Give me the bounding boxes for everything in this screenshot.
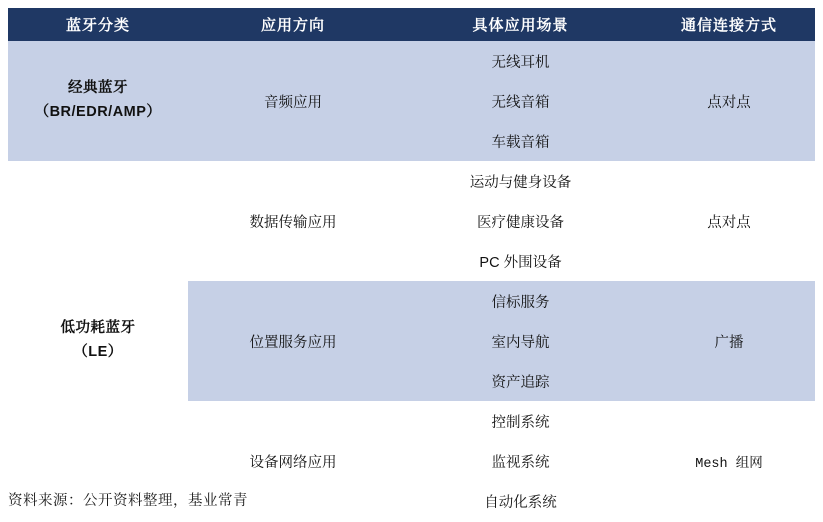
scenario-cell: 无线耳机 bbox=[398, 41, 643, 81]
header-row bbox=[8, 8, 815, 41]
scenario-cell: 自动化系统 bbox=[398, 481, 643, 521]
column-header-scenario: 具体应用场景 bbox=[398, 8, 643, 41]
category-cell-classic bbox=[8, 41, 188, 161]
scenario-cell: 医疗健康设备 bbox=[398, 201, 643, 241]
direction-cell-data: 数据传输应用 bbox=[188, 161, 398, 281]
direction-cell-location: 位置服务应用 bbox=[188, 281, 398, 401]
scenario-cell: 信标服务 bbox=[398, 281, 643, 321]
scenario-cell: 无线音箱 bbox=[398, 81, 643, 121]
category-line-2: （LE） bbox=[73, 344, 123, 360]
source-note: 资料来源：公开资料整理，基业常青 bbox=[8, 493, 248, 509]
category-line-1: 经典蓝牙 bbox=[68, 80, 128, 97]
category-cell-le bbox=[8, 161, 188, 521]
table-row bbox=[8, 41, 815, 81]
connection-cell-broadcast: 广播 bbox=[643, 281, 815, 401]
table-body bbox=[8, 41, 815, 521]
scenario-cell: 车载音箱 bbox=[398, 121, 643, 161]
bluetooth-application-table bbox=[8, 8, 815, 521]
table-figure bbox=[0, 8, 823, 522]
category-line-2: （BR/EDR/AMP） bbox=[34, 104, 162, 120]
column-header-connection: 通信连接方式 bbox=[643, 8, 815, 41]
direction-cell-audio: 音频应用 bbox=[188, 41, 398, 161]
table-header bbox=[8, 8, 815, 41]
column-header-direction: 应用方向 bbox=[188, 8, 398, 41]
category-line-1: 低功耗蓝牙 bbox=[60, 320, 136, 337]
connection-cell-mesh: Mesh 组网 bbox=[643, 401, 815, 521]
scenario-cell: 监视系统 bbox=[398, 441, 643, 481]
scenario-cell: 运动与健身设备 bbox=[398, 161, 643, 201]
connection-cell-p2p: 点对点 bbox=[643, 161, 815, 281]
scenario-cell: 室内导航 bbox=[398, 321, 643, 361]
table-row bbox=[8, 161, 815, 201]
connection-cell-p2p: 点对点 bbox=[643, 41, 815, 161]
column-header-category: 蓝牙分类 bbox=[8, 8, 188, 41]
scenario-cell: PC 外围设备 bbox=[398, 241, 643, 281]
scenario-cell: 资产追踪 bbox=[398, 361, 643, 401]
scenario-cell: 控制系统 bbox=[398, 401, 643, 441]
direction-cell-network: 设备网络应用 bbox=[188, 401, 398, 521]
